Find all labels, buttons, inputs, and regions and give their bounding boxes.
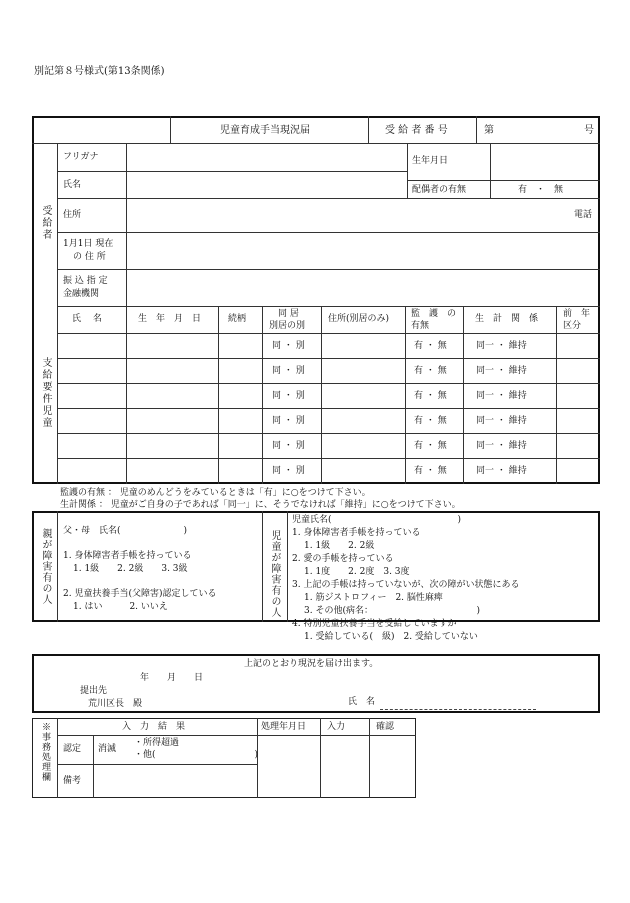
child-row-6-livelihood[interactable]: 同一 ・ 維持	[476, 466, 527, 476]
name-label: 氏名	[63, 180, 82, 190]
signature-label: 氏 名	[348, 697, 376, 707]
address-label: 住所	[63, 210, 82, 220]
parent-q2-options[interactable]: 1. はい 2. いいえ	[73, 602, 168, 612]
input-label: 入力	[327, 722, 346, 732]
child-row-3-custody[interactable]: 有 ・ 無	[414, 391, 447, 401]
child-q2: 2. 愛の手帳を持っている	[292, 554, 394, 564]
col-custody-1: 監 護 の	[411, 309, 457, 319]
col-birth: 生 年 月 日	[138, 314, 202, 324]
child-row-5-cohab[interactable]: 同 ・ 別	[272, 441, 305, 451]
child-disability-label: 児童が障害有の人	[269, 530, 280, 618]
child-q1-options[interactable]: 1. 1級 2. 2級	[304, 541, 375, 551]
child-row-2-livelihood[interactable]: 同一 ・ 維持	[476, 366, 527, 376]
office-section-label: ※事務処理欄	[40, 722, 50, 782]
children-section-label: 支給要件児童	[40, 357, 51, 429]
declaration-date[interactable]: 年 月 日	[140, 673, 204, 683]
spouse-label: 配偶者の有無	[412, 185, 467, 195]
child-q1: 1. 身体障害者手帳を持っている	[292, 528, 421, 538]
parent-q1: 1. 身体障害者手帳を持っている	[63, 551, 192, 561]
col-cohab-1: 同 居	[278, 309, 299, 319]
furigana-field[interactable]	[130, 146, 402, 168]
jan1-address-label-1: 1月1日 現在	[63, 239, 114, 249]
confirm-label: 確認	[376, 722, 395, 732]
declaration-statement: 上記のとおり現況を届け出ます。	[244, 659, 379, 669]
bank-label-2: 金融機関	[63, 289, 100, 299]
recipient-number-dai: 第	[484, 125, 494, 136]
phone-label: 電話	[574, 210, 593, 220]
recipient-number-go: 号	[584, 125, 594, 136]
name-field[interactable]	[130, 174, 402, 196]
col-livelihood: 生 計 関 係	[475, 314, 539, 324]
signature-line[interactable]	[380, 709, 536, 710]
col-cohab-2: 別居の別	[269, 321, 306, 331]
child-row-1-cohab[interactable]: 同 ・ 別	[272, 341, 305, 351]
child-q3-options[interactable]: 1. 筋ジストロフィー 2. 脳性麻痺	[304, 593, 443, 603]
child-row-3-livelihood[interactable]: 同一 ・ 維持	[476, 391, 527, 401]
child-row-4-custody[interactable]: 有 ・ 無	[414, 416, 447, 426]
child-name[interactable]: 児童氏名( )	[292, 515, 462, 525]
child-row-6-custody[interactable]: 有 ・ 無	[414, 466, 447, 476]
birth-date-field[interactable]	[494, 146, 596, 176]
child-row-2-custody[interactable]: 有 ・ 無	[414, 366, 447, 376]
col-address: 住所(別居のみ)	[328, 314, 390, 324]
child-row-4-livelihood[interactable]: 同一 ・ 維持	[476, 416, 527, 426]
submit-to-label: 提出先	[80, 686, 108, 696]
furigana-label: フリガナ	[63, 152, 99, 162]
child-row-6-cohab[interactable]: 同 ・ 別	[272, 466, 305, 476]
addressee: 荒川区長 殿	[88, 699, 143, 709]
child-row-5-custody[interactable]: 有 ・ 無	[414, 441, 447, 451]
child-row-4-cohab[interactable]: 同 ・ 別	[272, 416, 305, 426]
office-option-income[interactable]: ・所得超過	[134, 738, 180, 748]
parent-q1-options[interactable]: 1. 1級 2. 2級 3. 3級	[73, 564, 188, 574]
birth-date-label: 生年月日	[412, 156, 449, 166]
child-row-1-livelihood[interactable]: 同一 ・ 維持	[476, 341, 527, 351]
form-number: 別記第８号様式(第13条関係)	[34, 66, 165, 77]
col-custody-2: 有無	[411, 321, 430, 331]
child-q3-other[interactable]: 3. その他(病名： )	[304, 606, 480, 616]
spouse-options[interactable]: 有 ・ 無	[518, 185, 564, 195]
recipient-number-field[interactable]	[500, 120, 578, 138]
col-relation: 続柄	[228, 314, 247, 324]
livelihood-note: 生計関係 ： 児童がご自身の子であれば「同一」に、そうでなければ「維持」に○をつけて下さい。	[60, 500, 461, 510]
remarks-label: 備考	[63, 776, 82, 786]
extinguish-label: 消滅	[98, 744, 117, 754]
recipient-number-label: 受 給 者 番 号	[385, 125, 448, 136]
col-name: 氏 名	[72, 314, 102, 324]
recipient-section-label: 受給者	[40, 205, 51, 241]
child-q2-options[interactable]: 1. 1度 2. 2度 3. 3度	[304, 567, 410, 577]
parent-name[interactable]: 父・母 氏名( )	[63, 526, 188, 536]
child-row-5-livelihood[interactable]: 同一 ・ 維持	[476, 441, 527, 451]
bank-label-1: 振 込 指 定	[63, 276, 108, 286]
jan1-address-label-2: の 住 所	[73, 252, 106, 262]
child-row-2-cohab[interactable]: 同 ・ 別	[272, 366, 305, 376]
parent-q2: 2. 児童扶養手当(父障害)認定している	[63, 589, 217, 599]
approval-label: 認定	[63, 744, 82, 754]
form-title: 児童育成手当現況届	[220, 125, 310, 136]
address-field[interactable]	[130, 201, 560, 229]
col-prev-1: 前 年	[563, 309, 591, 319]
child-q4: 4. 特別児童扶養手当を受給していますか	[292, 619, 457, 629]
process-date-label: 処理年月日	[261, 722, 307, 732]
child-q3: 3. 上記の手帳は持っていないが、次の障がい状態にある	[292, 580, 520, 590]
parent-disability-label: 親が障害有の人	[40, 528, 51, 605]
input-result-label: 入 力 結 果	[122, 722, 186, 732]
bank-field[interactable]	[130, 272, 596, 303]
jan1-address-field[interactable]	[130, 235, 596, 266]
child-row-3-cohab[interactable]: 同 ・ 別	[272, 391, 305, 401]
child-q4-options[interactable]: 1. 受給している( 級) 2. 受給していない	[304, 632, 478, 642]
office-option-other[interactable]: ・他( )	[134, 750, 259, 760]
col-prev-2: 区分	[563, 321, 582, 331]
child-row-1-custody[interactable]: 有 ・ 無	[414, 341, 447, 351]
custody-note: 監護の有無 ： 児童のめんどうをみているときは「有」に○をつけて下さい。	[60, 488, 371, 498]
